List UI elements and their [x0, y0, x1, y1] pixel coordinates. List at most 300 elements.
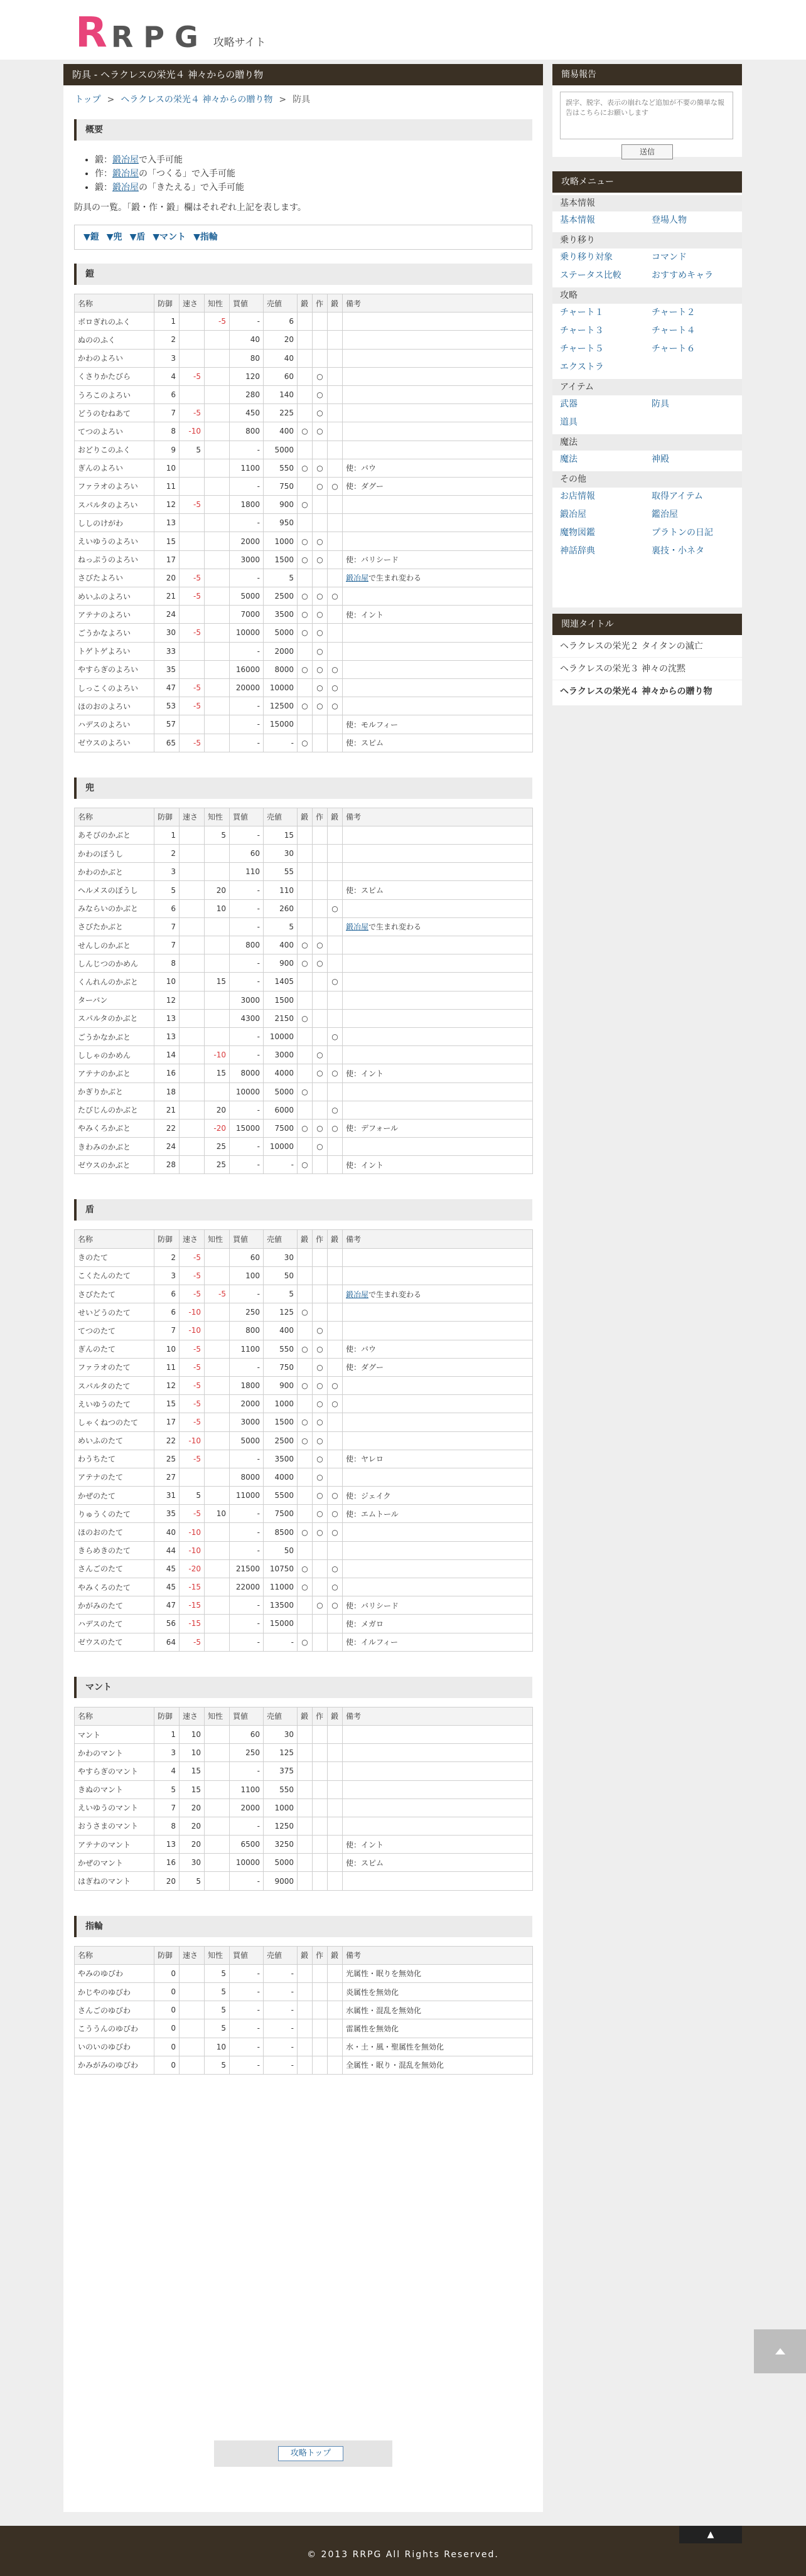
menu-category: 魔法 — [552, 434, 742, 451]
table-cell — [343, 991, 533, 1009]
table-cell: 30 — [154, 624, 180, 642]
column-header: 名称 — [75, 1230, 154, 1248]
table-cell — [313, 1027, 328, 1045]
table-cell: おどりこのふく — [75, 441, 154, 459]
table-cell — [313, 1009, 328, 1027]
table-cell: ぎんのたて — [75, 1340, 154, 1358]
table-cell — [328, 1431, 343, 1450]
table-cell: 30 — [180, 1854, 205, 1872]
table-cell — [313, 845, 328, 863]
table-cell — [313, 496, 328, 514]
table-cell — [313, 331, 328, 349]
column-header: 売値 — [264, 1946, 298, 1964]
table-cell: - — [264, 1633, 298, 1651]
menu-link[interactable]: 神話辞典 — [560, 546, 595, 556]
table-cell — [343, 349, 533, 367]
menu-link[interactable]: 登場人物 — [652, 215, 687, 225]
table-cell — [313, 1633, 328, 1651]
table-cell — [205, 1817, 230, 1835]
table-cell: ○ — [328, 678, 343, 697]
strategy-top-button[interactable]: 攻略トップ — [278, 2446, 343, 2461]
table-cell — [313, 715, 328, 734]
menu-link[interactable]: 裏技・小ネタ — [652, 546, 704, 556]
table-cell: 10 — [180, 1725, 205, 1743]
table-cell: 8000 — [230, 1468, 264, 1486]
table-row — [75, 1248, 533, 1266]
menu-category: アイテム — [552, 379, 742, 395]
related-titles — [552, 614, 742, 705]
table-row — [75, 624, 533, 642]
anchor-cloak-link[interactable]: ▼マント — [153, 232, 186, 242]
report-box — [552, 64, 742, 157]
table-row — [75, 313, 533, 331]
table-cell: ○ — [313, 678, 328, 697]
table-cell — [205, 459, 230, 477]
table-cell — [205, 936, 230, 954]
table-cell: - — [264, 1964, 298, 1982]
table-cell: -5 — [180, 697, 205, 715]
related-link[interactable]: ヘラクレスの栄光３ 神々の沈黙 — [552, 658, 742, 680]
table-cell: ○ — [328, 1101, 343, 1119]
table-row — [75, 422, 533, 441]
table-cell: - — [230, 441, 264, 459]
table-cell — [205, 569, 230, 587]
table-cell: 3000 — [230, 991, 264, 1009]
table-cell: 25 — [205, 1138, 230, 1156]
table-row — [75, 1285, 533, 1303]
site-logo[interactable] — [75, 8, 266, 56]
column-header: 買値 — [230, 1230, 264, 1248]
table-cell: -5 — [180, 678, 205, 697]
table-cell: 1000 — [264, 1395, 298, 1413]
note-item — [95, 167, 532, 181]
blacksmith-link[interactable]: 鍛冶屋 — [346, 922, 369, 932]
pagetop-button[interactable]: ▲ — [679, 2526, 742, 2543]
table-cell — [328, 845, 343, 863]
table-cell — [298, 1138, 313, 1156]
anchor-nav — [74, 225, 532, 250]
column-header: 速さ — [180, 294, 205, 313]
table-cell — [180, 532, 205, 550]
menu-link[interactable]: おすすめキャラ — [652, 270, 714, 281]
breadcrumb-top-link[interactable]: トップ — [75, 95, 101, 105]
menu-link[interactable]: 魔物図鑑 — [560, 528, 595, 538]
table-cell: えいゆうのマント — [75, 1798, 154, 1817]
column-header: 作 — [313, 808, 328, 826]
table-cell: 450 — [230, 404, 264, 422]
table-cell: うろこのよろい — [75, 385, 154, 404]
table-cell — [205, 697, 230, 715]
table-cell — [298, 1983, 313, 2001]
table-cell: ○ — [313, 1413, 328, 1431]
table-cell — [180, 2019, 205, 2038]
table-cell: 5 — [180, 1872, 205, 1890]
menu-link[interactable]: 魔法 — [560, 454, 578, 464]
table-cell: 400 — [264, 422, 298, 441]
menu-link[interactable]: ステータス比較 — [560, 270, 621, 281]
table-cell — [313, 2038, 328, 2056]
table-cell: - — [230, 2019, 264, 2038]
table-cell: - — [230, 2056, 264, 2074]
menu-link[interactable]: 武器 — [560, 399, 578, 409]
table-cell: 5 — [205, 2056, 230, 2074]
table-cell: 40 — [230, 331, 264, 349]
table-cell: かぜのマント — [75, 1854, 154, 1872]
table-cell — [313, 1559, 328, 1578]
table-cell — [205, 1009, 230, 1027]
table-cell — [328, 1009, 343, 1027]
column-header: 鍛 — [298, 1230, 313, 1248]
logo-subtitle: 攻略サイト — [213, 36, 266, 49]
table-cell — [205, 532, 230, 550]
table-cell: ごうかなよろい — [75, 624, 154, 642]
table-cell — [328, 550, 343, 569]
menu-link[interactable]: 鑑治屋 — [652, 510, 678, 520]
table-cell — [298, 1248, 313, 1266]
table-cell: ○ — [328, 1559, 343, 1578]
table-cell — [180, 1082, 205, 1101]
table-cell: ○ — [298, 1633, 313, 1651]
send-button[interactable]: 送信 — [621, 144, 673, 159]
table-cell: ○ — [328, 1064, 343, 1082]
table-cell: 5 — [205, 826, 230, 844]
table-cell: 2500 — [264, 1431, 298, 1450]
related-current: ヘラクレスの栄光４ 神々からの贈り物 — [560, 687, 712, 697]
table-cell — [343, 514, 533, 532]
table-cell: 6 — [264, 313, 298, 331]
table-row — [75, 954, 533, 973]
table-row — [75, 404, 533, 422]
table-row — [75, 367, 533, 385]
table-cell: 10 — [205, 899, 230, 917]
menu-link[interactable]: 鍛冶屋 — [560, 510, 586, 520]
table-cell: 1 — [154, 313, 180, 331]
table-cell — [313, 899, 328, 917]
table-cell: スパルタのかぶと — [75, 1009, 154, 1027]
table-cell: 750 — [264, 477, 298, 495]
column-header: 速さ — [180, 1946, 205, 1964]
table-cell — [180, 331, 205, 349]
table-cell: 1000 — [264, 532, 298, 550]
table-cell: - — [230, 1358, 264, 1376]
table-cell: かわのかぶと — [75, 863, 154, 881]
table-cell — [205, 1303, 230, 1322]
table-row — [75, 1725, 533, 1743]
table-cell — [328, 1633, 343, 1651]
table-cell: - — [230, 1450, 264, 1468]
table-cell: 2500 — [264, 587, 298, 606]
table-cell — [180, 2001, 205, 2019]
table-cell — [343, 1395, 533, 1413]
table-cell — [205, 1523, 230, 1541]
table-cell: ○ — [298, 1303, 313, 1322]
blacksmith-link[interactable]: 鍛冶屋 — [112, 169, 139, 179]
table-cell: ○ — [313, 1064, 328, 1082]
anchor-armor-link[interactable]: ▼鎧 — [83, 232, 99, 242]
column-header: 鍛 — [298, 294, 313, 313]
table-cell: 10000 — [230, 624, 264, 642]
table-cell — [328, 1762, 343, 1780]
breadcrumb-current: 防具 — [293, 95, 311, 105]
menu-link[interactable]: チャート３ — [560, 326, 604, 336]
table-cell — [343, 1413, 533, 1431]
table-cell — [328, 954, 343, 973]
table-cell: 80 — [230, 349, 264, 367]
table-cell — [328, 1248, 343, 1266]
table-cell — [205, 1487, 230, 1505]
table-cell: - — [230, 313, 264, 331]
scroll-top-button[interactable] — [754, 2329, 806, 2373]
note-item — [95, 153, 532, 167]
table-cell: 3 — [154, 349, 180, 367]
menu-link[interactable]: チャート２ — [652, 307, 696, 318]
table-cell — [298, 1615, 313, 1633]
table-cell: - — [230, 734, 264, 752]
table-cell: 6 — [154, 385, 180, 404]
table-cell — [180, 2038, 205, 2056]
table-cell — [328, 1872, 343, 1890]
table-cell — [313, 1285, 328, 1303]
menu-link[interactable]: プラトンの日記 — [652, 528, 713, 538]
table-cell: 5 — [205, 2001, 230, 2019]
table-cell — [298, 826, 313, 844]
table-cell: 7500 — [264, 1119, 298, 1137]
table-cell: ○ — [313, 367, 328, 385]
table-cell: 使：イント — [343, 1836, 533, 1854]
table-cell — [205, 514, 230, 532]
menu-link[interactable]: 防具 — [652, 399, 669, 409]
table-cell — [328, 349, 343, 367]
anchor-helmet-link[interactable]: ▼兜 — [106, 232, 122, 242]
table-cell: 15000 — [264, 1615, 298, 1633]
table-cell: -15 — [180, 1596, 205, 1615]
column-header: 備考 — [343, 294, 533, 313]
table-cell: - — [230, 569, 264, 587]
table-cell: 140 — [264, 385, 298, 404]
table-cell: 13 — [154, 1027, 180, 1045]
table-cell: さびたたて — [75, 1285, 154, 1303]
table-cell — [328, 459, 343, 477]
table-header-row — [75, 1946, 533, 1964]
column-header: 鍛 — [328, 294, 343, 313]
table-cell — [180, 514, 205, 532]
table-cell: 27 — [154, 1468, 180, 1486]
table-cell — [343, 954, 533, 973]
table-row — [75, 1559, 533, 1578]
table-cell — [343, 1431, 533, 1450]
table-cell: ○ — [328, 1596, 343, 1615]
table-cell: 4 — [154, 367, 180, 385]
table-row — [75, 1101, 533, 1119]
anchor-shield-link[interactable]: ▼盾 — [129, 232, 146, 242]
table-cell — [205, 642, 230, 660]
menu-link[interactable]: 道具 — [560, 417, 578, 427]
blacksmith-link[interactable]: 鍛冶屋 — [112, 183, 139, 193]
table-cell — [313, 1983, 328, 2001]
table-cell — [298, 973, 313, 991]
blacksmith-link[interactable]: 鍛冶屋 — [346, 1290, 369, 1299]
table-cell — [313, 1872, 328, 1890]
table-cell: -5 — [180, 1248, 205, 1266]
table-row — [75, 1596, 533, 1615]
table-cell — [180, 1101, 205, 1119]
menu-link[interactable]: チャート５ — [560, 344, 604, 354]
table-cell: ○ — [313, 550, 328, 569]
table-cell: ファラオのたて — [75, 1358, 154, 1376]
table-cell: -10 — [205, 1046, 230, 1064]
column-header: 知性 — [205, 1946, 230, 1964]
menu-link[interactable]: チャート６ — [652, 344, 696, 354]
table-cell: ○ — [298, 660, 313, 678]
table-cell — [205, 1836, 230, 1854]
menu-categories — [552, 195, 742, 560]
menu-link[interactable]: 基本情報 — [560, 215, 595, 225]
column-header: 鍛 — [298, 1946, 313, 1964]
table-cell — [298, 1596, 313, 1615]
table-cell: 使：ダグー — [343, 477, 533, 495]
table-cell — [328, 863, 343, 881]
menu-link[interactable]: コマンド — [652, 252, 687, 262]
table-cell — [205, 660, 230, 678]
table-cell — [298, 1798, 313, 1817]
table-cell — [343, 1285, 533, 1303]
table-cell: ○ — [298, 1413, 313, 1431]
table-cell — [205, 954, 230, 973]
table-row — [75, 826, 533, 844]
table-cell: - — [230, 1027, 264, 1045]
breadcrumb-game-link[interactable]: ヘラクレスの栄光４ 神々からの贈り物 — [121, 95, 273, 105]
table-cell — [328, 1450, 343, 1468]
table-cell — [328, 1303, 343, 1322]
table-cell — [343, 1009, 533, 1027]
table-cell: 20 — [154, 1872, 180, 1890]
menu-link[interactable]: 乗り移り対象 — [560, 252, 613, 262]
table-cell: 7 — [154, 404, 180, 422]
table-cell — [313, 1303, 328, 1322]
table-cell: - — [230, 1285, 264, 1303]
table-row — [75, 1780, 533, 1798]
table-cell: ○ — [313, 459, 328, 477]
table-cell: -5 — [205, 1285, 230, 1303]
column-header: 買値 — [230, 1707, 264, 1725]
armor-table — [74, 294, 533, 752]
table-cell: 800 — [230, 422, 264, 441]
blacksmith-link[interactable]: 鍛冶屋 — [346, 574, 369, 583]
table-cell: アテナのマント — [75, 1836, 154, 1854]
table-cell — [205, 1340, 230, 1358]
table-cell: 125 — [264, 1744, 298, 1762]
table-cell: アテナのよろい — [75, 606, 154, 624]
table-cell — [343, 845, 533, 863]
table-cell — [180, 917, 205, 936]
table-cell — [298, 1395, 313, 1413]
table-cell: - — [230, 1615, 264, 1633]
table-cell: えいゆうのたて — [75, 1395, 154, 1413]
table-cell — [343, 367, 533, 385]
menu-link[interactable]: エクストラ — [560, 362, 604, 372]
table-cell: 10750 — [264, 1559, 298, 1578]
table-cell — [298, 441, 313, 459]
table-cell: 2000 — [230, 1395, 264, 1413]
remark-text: で生まれ変わる — [368, 922, 422, 932]
table-row — [75, 1450, 533, 1468]
table-cell: ○ — [298, 459, 313, 477]
table-cell: ○ — [313, 1119, 328, 1137]
table-cell: ○ — [328, 1119, 343, 1137]
table-row — [75, 587, 533, 606]
table-cell: 0 — [154, 1964, 180, 1982]
table-cell: 0 — [154, 2038, 180, 2056]
report-textarea[interactable] — [560, 92, 733, 139]
table-row — [75, 1872, 533, 1890]
table-cell: 40 — [264, 349, 298, 367]
menu-link[interactable]: 神殿 — [652, 454, 669, 464]
table-cell: 24 — [154, 606, 180, 624]
table-cell: -5 — [180, 1358, 205, 1376]
table-cell — [313, 1964, 328, 1982]
blacksmith-link[interactable]: 鍛冶屋 — [112, 155, 139, 165]
table-cell: -15 — [180, 1615, 205, 1633]
table-cell: かわのマント — [75, 1744, 154, 1762]
table-cell: 使：メガロ — [343, 1615, 533, 1633]
table-cell — [343, 917, 533, 936]
table-cell — [328, 1817, 343, 1835]
table-cell: 60 — [230, 1725, 264, 1743]
table-cell: ○ — [313, 1138, 328, 1156]
menu-link[interactable]: チャート１ — [560, 307, 604, 318]
table-cell — [180, 1046, 205, 1064]
table-cell: 3000 — [230, 1413, 264, 1431]
table-cell — [298, 1101, 313, 1119]
menu-link[interactable]: 取得アイテム — [652, 491, 704, 501]
table-cell: かわのよろい — [75, 349, 154, 367]
table-cell — [343, 642, 533, 660]
related-link[interactable]: ヘラクレスの栄光２ タイタンの滅亡 — [552, 635, 742, 658]
table-cell: 15000 — [264, 715, 298, 734]
table-cell: - — [230, 973, 264, 991]
menu-category: その他 — [552, 471, 742, 488]
table-cell: 20 — [180, 1817, 205, 1835]
table-cell — [313, 1578, 328, 1596]
table-cell: -5 — [180, 1413, 205, 1431]
table-cell — [328, 569, 343, 587]
menu-link[interactable]: お店情報 — [560, 491, 595, 501]
table-cell — [298, 991, 313, 1009]
page-title: 防具 - ヘラクレスの栄光４ 神々からの贈り物 — [63, 64, 543, 85]
table-cell: えいゆうのよろい — [75, 532, 154, 550]
menu-title: 攻略メニュー — [552, 171, 742, 193]
menu-link-grid — [552, 451, 742, 469]
note-suffix: の「きたえる」で入手可能 — [139, 183, 244, 193]
table-cell — [205, 1596, 230, 1615]
anchor-ring-link[interactable]: ▼指輪 — [193, 232, 218, 242]
table-row — [75, 1009, 533, 1027]
menu-link[interactable]: チャート４ — [652, 326, 696, 336]
table-cell: 1 — [154, 1725, 180, 1743]
table-cell — [328, 1964, 343, 1982]
table-cell — [343, 826, 533, 844]
table-cell: 280 — [230, 385, 264, 404]
table-cell — [343, 1744, 533, 1762]
table-cell: 250 — [230, 1744, 264, 1762]
table-cell: 5000 — [264, 1854, 298, 1872]
table-cell — [328, 1468, 343, 1486]
table-cell — [205, 734, 230, 752]
column-header: 鍛 — [298, 808, 313, 826]
table-cell: ○ — [328, 477, 343, 495]
table-cell: 3 — [154, 863, 180, 881]
table-cell — [328, 1340, 343, 1358]
